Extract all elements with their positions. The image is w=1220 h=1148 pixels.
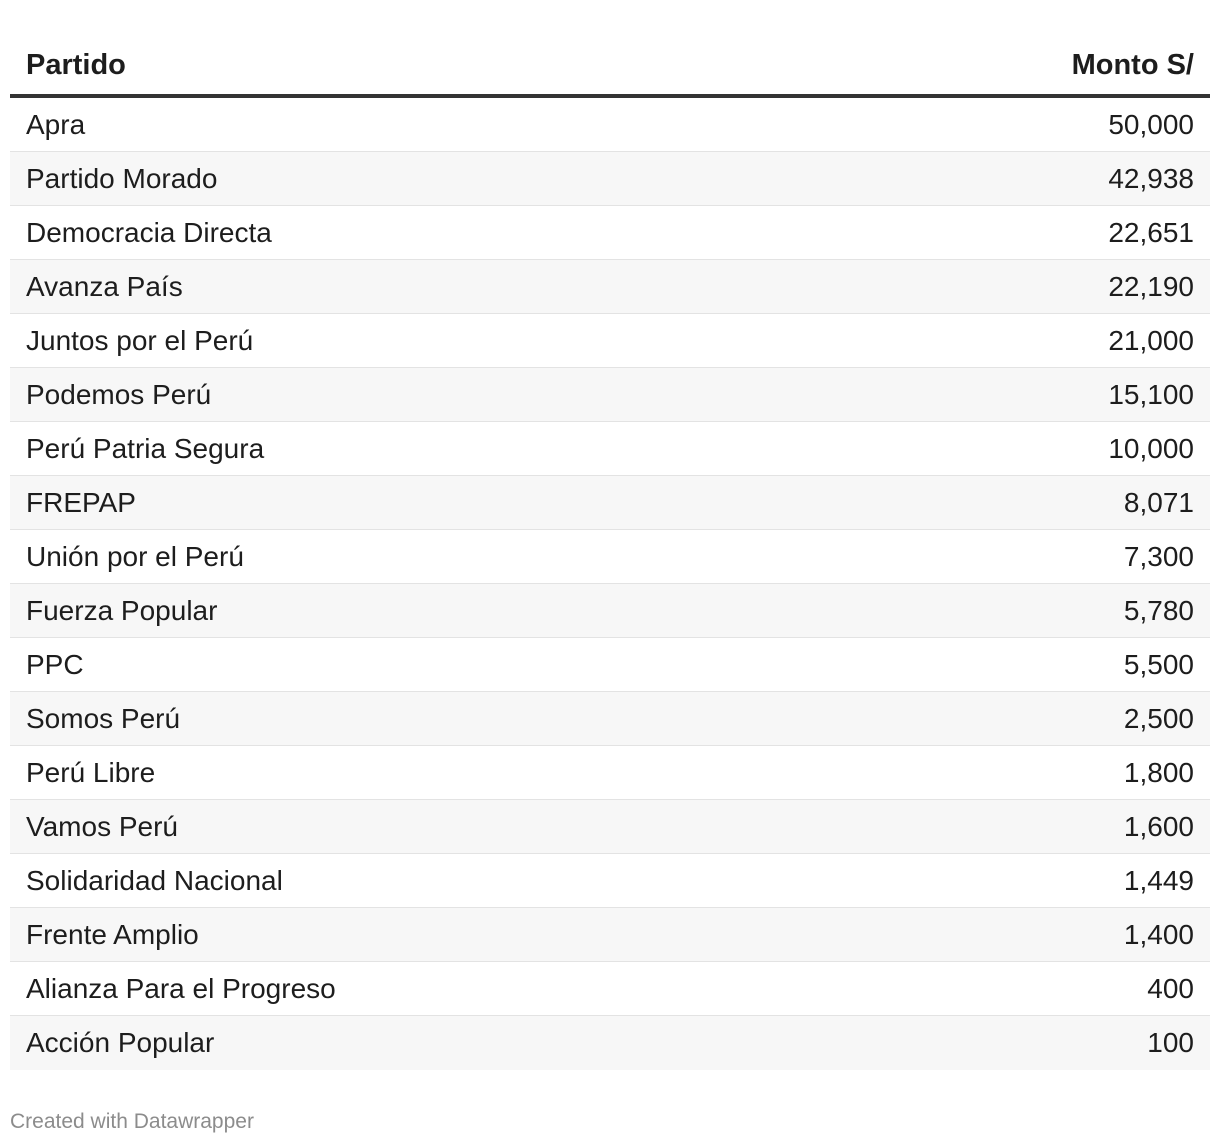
table-row — [10, 314, 1210, 368]
party-cell: Alianza Para el Progreso — [26, 972, 336, 1004]
column-header-party: Partido — [26, 48, 126, 81]
table-row — [10, 476, 1210, 530]
table-row — [10, 206, 1210, 260]
party-cell: Perú Libre — [26, 756, 156, 788]
data-table — [10, 36, 1210, 1070]
amount-cell: 1,400 — [1123, 918, 1194, 950]
amount-cell: 50,000 — [1108, 108, 1194, 140]
table-row — [10, 800, 1210, 854]
table-row — [10, 692, 1210, 746]
amount-cell: 5,500 — [1123, 648, 1194, 680]
amount-cell: 1,600 — [1123, 810, 1194, 842]
amount-cell: 7,300 — [1123, 540, 1194, 572]
amount-cell: 8,071 — [1123, 486, 1194, 518]
table-row — [10, 530, 1210, 584]
table-row — [10, 368, 1210, 422]
party-cell: Fuerza Popular — [26, 594, 218, 626]
party-cell: Apra — [26, 108, 86, 140]
datawrapper-credit: Created with Datawrapper — [10, 1110, 254, 1133]
amount-cell: 100 — [1147, 1027, 1194, 1058]
amount-cell: 21,000 — [1108, 324, 1194, 356]
table-body — [10, 98, 1210, 1070]
party-cell: PPC — [26, 648, 84, 680]
table-row — [10, 422, 1210, 476]
table-row — [10, 152, 1210, 206]
party-cell: Frente Amplio — [26, 918, 199, 950]
party-cell: Democracia Directa — [26, 216, 272, 248]
table-row — [10, 962, 1210, 1016]
table-row — [10, 908, 1210, 962]
party-cell: Somos Perú — [26, 702, 181, 734]
amount-cell: 10,000 — [1108, 432, 1194, 464]
party-cell: Acción Popular — [26, 1027, 215, 1058]
party-cell: Juntos por el Perú — [26, 324, 254, 356]
table-row — [10, 746, 1210, 800]
party-cell: Podemos Perú — [26, 378, 212, 410]
table-row — [10, 260, 1210, 314]
table-row — [10, 98, 1210, 152]
party-cell: Perú Patria Segura — [26, 432, 265, 464]
amount-cell: 22,190 — [1108, 270, 1194, 302]
table-row — [10, 638, 1210, 692]
party-cell: Partido Morado — [26, 162, 218, 194]
party-cell: Avanza País — [26, 270, 183, 302]
table-row — [10, 1016, 1210, 1070]
amount-cell: 22,651 — [1108, 216, 1194, 248]
party-cell: Vamos Perú — [26, 810, 178, 842]
amount-cell: 15,100 — [1108, 378, 1194, 410]
amount-cell: 5,780 — [1123, 594, 1194, 626]
amount-cell: 400 — [1147, 972, 1194, 1004]
party-cell: Solidaridad Nacional — [26, 864, 283, 896]
column-header-amount: Monto S/ — [1071, 48, 1194, 81]
amount-cell: 42,938 — [1108, 162, 1194, 194]
amount-cell: 1,449 — [1123, 864, 1194, 896]
table-row — [10, 854, 1210, 908]
party-cell: Unión por el Perú — [26, 540, 244, 572]
party-cell: FREPAP — [26, 486, 136, 518]
amount-cell: 2,500 — [1123, 702, 1194, 734]
table-row — [10, 584, 1210, 638]
amount-cell: 1,800 — [1123, 756, 1194, 788]
table-header — [10, 36, 1210, 98]
